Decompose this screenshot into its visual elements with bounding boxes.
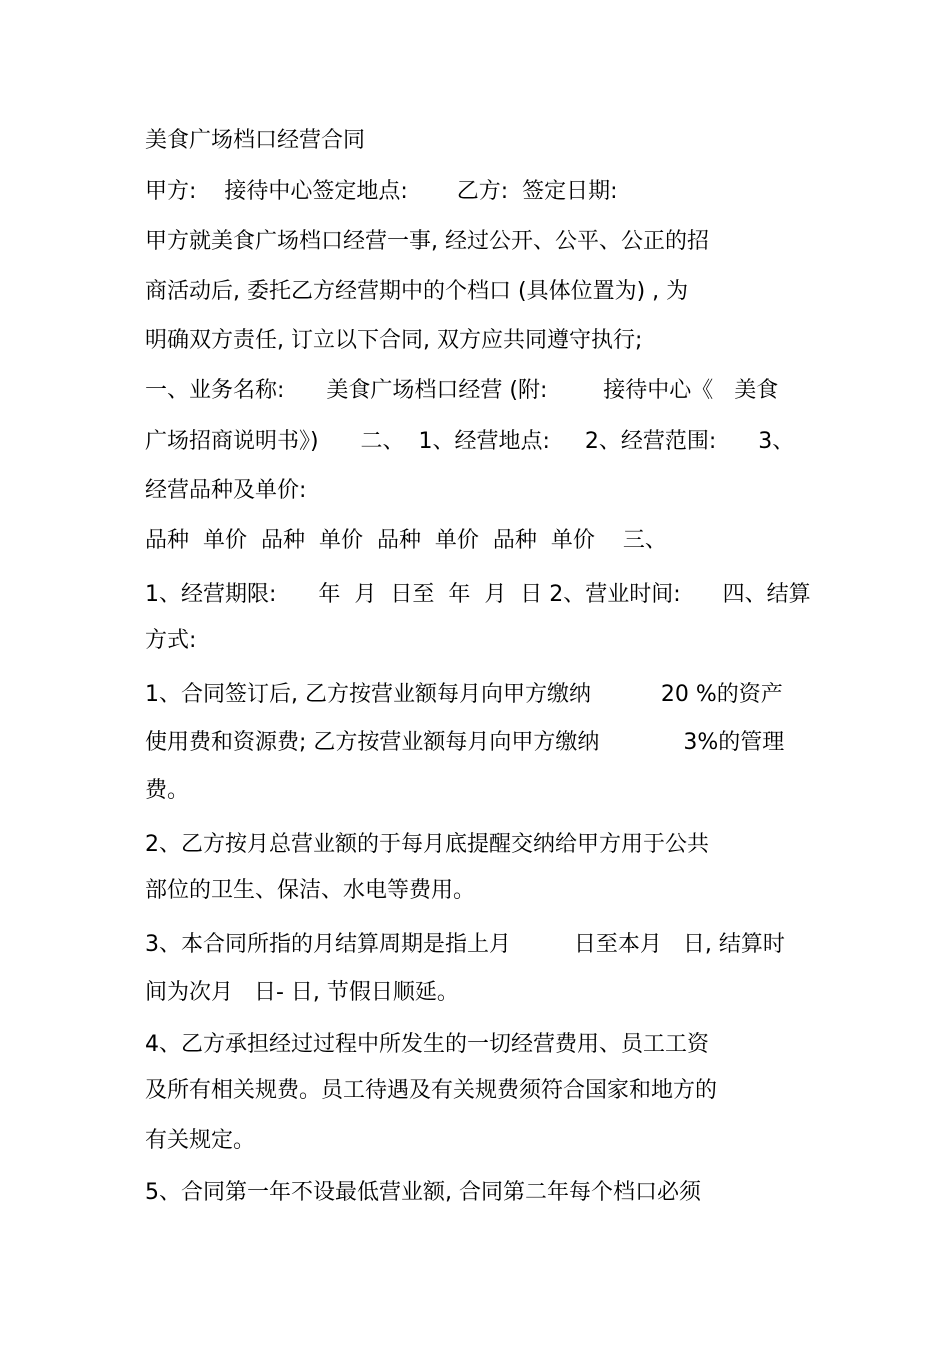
document-title: 美食广场档口经营合同 [145,128,366,153]
clause-5-line: 5、合同第一年不设最低营业额, 合同第二年每个档口必须 [145,1180,701,1205]
clause-3-line: 3、本合同所指的月结算周期是指上月 日至本月 日, 结算时 [145,932,785,957]
business-name-line: 一、业务名称: 美食广场档口经营 (附: 接待中心《 美食 [145,378,779,403]
clause-1-line: 1、合同签订后, 乙方按营业额每月向甲方缴纳 20 %的资产 [145,682,783,707]
product-price-line: 品种 单价 品种 单价 品种 单价 品种 单价 三、 [145,528,667,553]
paragraph-line: 经营品种及单价: [145,478,307,503]
paragraph-line: 商活动后, 委托乙方经营期中的个档口 (具体位置为) , 为 [145,279,689,304]
paragraph-line: 费。 [145,778,190,803]
operation-period-line: 1、经营期限: 年 月 日至 年 月 日 2、营业时间: 四、结算 [145,582,811,607]
paragraph-line: 甲方就美食广场档口经营一事, 经过公开、公平、公正的招 [145,229,709,254]
clause-4-line: 4、乙方承担经过过程中所发生的一切经营费用、员工工资 [145,1032,709,1057]
clause-2-line: 2、乙方按月总营业额的于每月底提醒交纳给甲方用于公共 [145,832,709,857]
parties-line: 甲方: 接待中心签定地点: 乙方: 签定日期: [145,179,618,204]
paragraph-line: 间为次月 日- 日, 节假日顺延。 [145,980,459,1005]
paragraph-line: 有关规定。 [145,1128,256,1153]
paragraph-line: 使用费和资源费; 乙方按营业额每月向甲方缴纳 3%的管理 [145,730,785,755]
paragraph-line: 及所有相关规费。员工待遇及有关规费须符合国家和地方的 [145,1078,718,1103]
paragraph-line: 广场招商说明书》) 二、 1、经营地点: 2、经营范围: 3、 [145,429,795,454]
paragraph-line: 部位的卫生、保洁、水电等费用。 [145,878,476,903]
paragraph-line: 方式: [145,628,197,653]
paragraph-line: 明确双方责任, 订立以下合同, 双方应共同遵守执行; [145,328,643,353]
